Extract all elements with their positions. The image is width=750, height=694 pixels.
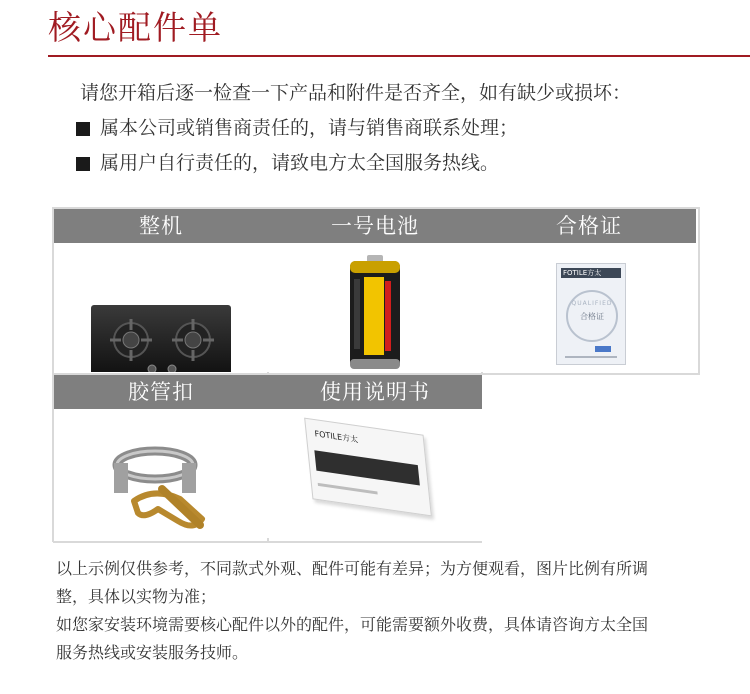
accessory-label: 合格证 — [482, 209, 696, 243]
manual-brand: FOTILE方太 — [314, 429, 359, 445]
manual-footer-line — [318, 483, 378, 495]
page-title: 核心配件单 — [48, 8, 223, 47]
manual-booklet — [304, 418, 432, 517]
hose-clamp-image — [54, 409, 268, 538]
intro-line — [80, 76, 631, 111]
footer-line-3: 如您家安装环境需要核心配件以外的配件，可能需要额外收费，具体请咨询方太全国 — [56, 615, 649, 634]
accessory-label: 使用说明书 — [268, 375, 482, 409]
accessory-cell-manual — [268, 375, 482, 538]
certificate-image — [482, 243, 696, 372]
certificate-brand: FOTILE方太 — [561, 268, 621, 278]
accessory-label: 胶管扣 — [54, 375, 268, 409]
footer-line-4: 服务热线或安装服务技师。 — [56, 643, 249, 662]
square-bullet-icon — [76, 157, 90, 171]
accessory-cell-hose-clamp — [54, 375, 268, 538]
accessory-cell-battery — [268, 209, 482, 372]
intro-text — [80, 76, 631, 181]
certificate-blue-tag — [595, 346, 611, 352]
certificate-stamp-label: 合格证 — [580, 312, 604, 321]
accessory-label: 整机 — [54, 209, 268, 243]
gas-hob-image — [54, 243, 268, 372]
intro-line-1: 请您开箱后逐一检查一下产品和附件是否齐全，如有缺少或损坏： — [80, 82, 632, 104]
intro-bullet-row — [80, 111, 631, 146]
accessory-cell-hob — [54, 209, 268, 372]
footer-line-2: 整，具体以实物为准； — [56, 587, 217, 606]
intro-line-3: 属用户自行责任的，请致电方太全国服务热线。 — [100, 152, 500, 174]
battery-image — [268, 243, 482, 372]
title-divider — [48, 55, 750, 57]
intro-line-2: 属本公司或销售商责任的，请与销售商联系处理； — [100, 117, 519, 139]
intro-bullet-row — [80, 146, 631, 181]
footer-line-1: 以上示例仅供参考，不同款式外观、配件可能有差异；为方便观看，图片比例有所调 — [56, 559, 649, 578]
certificate-stamp-icon — [566, 290, 618, 342]
accessory-label: 一号电池 — [268, 209, 482, 243]
manual-cover-band — [314, 450, 420, 485]
square-bullet-icon — [76, 122, 90, 136]
certificate-footer-line — [565, 356, 617, 358]
manual-image — [268, 409, 482, 538]
certificate-card — [556, 263, 626, 365]
footer-notes — [56, 555, 716, 667]
certificate-stamp-text: QUALIFIED — [571, 300, 613, 307]
accessory-cell-certificate — [482, 209, 696, 372]
